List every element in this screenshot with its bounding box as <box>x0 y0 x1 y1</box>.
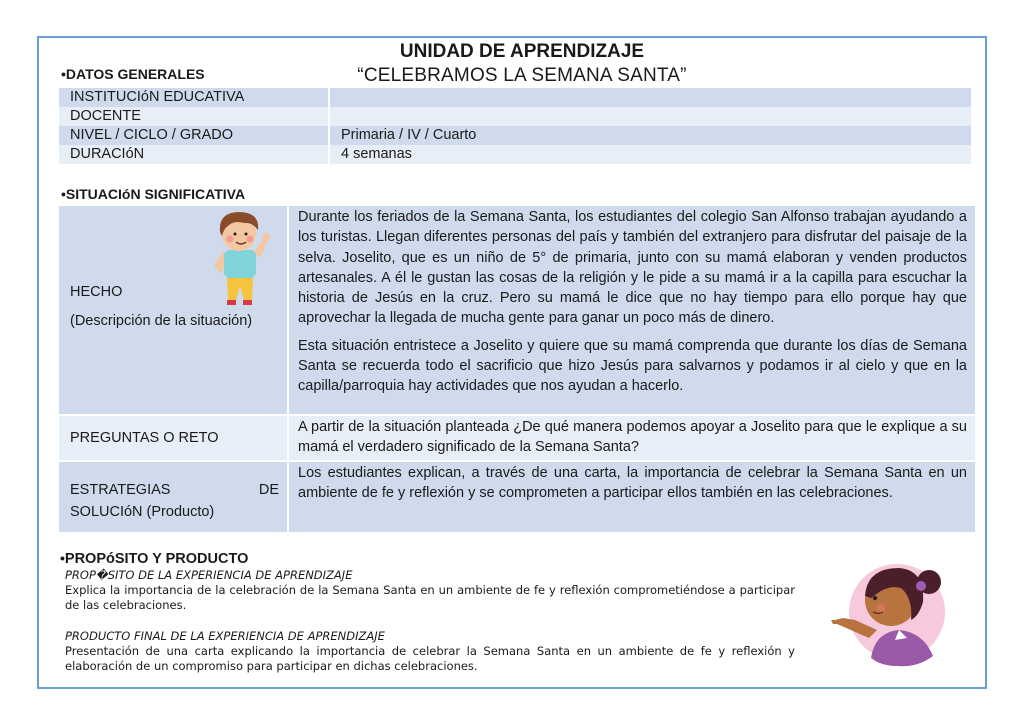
situacion-table <box>59 206 975 534</box>
row-label: NIVEL / CICLO / GRADO <box>59 126 328 145</box>
table-row <box>59 145 971 164</box>
hecho-paragraph-2: Esta situación entristece a Joselito y quiere que su mamá comprenda que durante los días de Semana Santa se recuerda todo el sacrificio que hizo Jesús para salvarnos y podamos ir al cielo y que en la capilla/parroquia hay actividades que nos ayudan a hacerlo. <box>298 337 967 395</box>
reto-label: PREGUNTAS O RETO <box>59 416 287 460</box>
page-frame <box>37 36 987 689</box>
unit-subtitle: “CELEBRAMOS LA SEMANA SANTA” <box>357 65 687 86</box>
reto-row <box>59 416 975 460</box>
hecho-row <box>59 206 975 414</box>
proposito-section <box>60 550 795 674</box>
datos-generales-heading-text: DATOS GENERALES <box>65 66 205 82</box>
girl-illustration-icon <box>825 546 955 676</box>
table-row <box>59 126 971 145</box>
table-row <box>59 107 971 126</box>
row-value <box>330 107 971 126</box>
proposito-heading <box>60 550 248 567</box>
situacion-heading <box>61 186 245 202</box>
boy-illustration-icon <box>204 208 274 318</box>
producto-subheading: PRODUCTO FINAL DE LA EXPERIENCIA DE APRENDIZAJE <box>65 629 385 643</box>
bullet-icon: • <box>61 186 66 202</box>
row-label: DOCENTE <box>59 107 328 126</box>
hecho-description <box>289 206 975 414</box>
hecho-paragraph-1: Durante los feriados de la Semana Santa, los estudiantes del colegio San Alfonso trabajan ayudando a los turistas. Llegan diferentes personas del país y también del extranjero para disfrutar del paisaje de la selva. Joselito, que es un niño de 5° de primaria, junto con su mamá elaboran y venden productos artesanales. A él le gustan las cosas de la religión y le pide a su mamá ir a la capilla para escuchar la historia de Jesús en la cruz. Pero su mamá le dice que no hay tiempo para ello porque hay que aprovechar la llegada de mucha gente para ganar un poco más de dinero. <box>298 209 967 327</box>
row-value <box>330 88 971 107</box>
hecho-sublabel: (Descripción de la situación) <box>70 313 253 329</box>
datos-generales-table <box>59 88 971 164</box>
unit-title: UNIDAD DE APRENDIZAJE <box>399 41 645 62</box>
datos-generales-heading <box>61 66 205 82</box>
table-row <box>59 88 971 107</box>
estrategias-row <box>59 462 975 532</box>
bullet-icon: • <box>61 66 66 82</box>
hecho-label: HECHO <box>70 284 123 300</box>
row-label: DURACIóN <box>59 145 328 164</box>
proposito-subheading: PROP�SITO DE LA EXPERIENCIA DE APRENDIZAJE <box>65 568 353 582</box>
producto-text: Presentación de una carta explicando la importancia de celebrar la Semana Santa en un ambiente de fe y reflexión y elaboración de un compromiso para participar en dichas celebraciones. <box>65 644 795 673</box>
row-value: 4 semanas <box>330 145 971 164</box>
estrategias-label-b: DE <box>258 482 279 498</box>
estrategias-label-c: SOLUCIóN (Producto) <box>70 504 215 520</box>
row-value: Primaria / IV / Cuarto <box>330 126 971 145</box>
hecho-label-cell <box>59 206 287 414</box>
row-label: INSTITUCIóN EDUCATIVA <box>59 88 328 107</box>
proposito-heading-text: PROPóSITO Y PRODUCTO <box>64 551 249 567</box>
proposito-text: Explica la importancia de la celebración de la Semana Santa en un ambiente de fe y reflexión comprometiéndose a participar de las celebraciones. <box>65 583 795 612</box>
bullet-icon: • <box>60 550 65 566</box>
estrategias-label-cell <box>59 462 287 532</box>
estrategias-text: Los estudiantes explican, a través de una carta, la importancia de celebrar la Semana Santa en un ambiente de fe y reflexión y se comprometen a participar ellos también en las celebraciones. <box>289 462 975 532</box>
estrategias-label-a: ESTRATEGIAS <box>70 482 171 498</box>
situacion-heading-text: SITUACIóN SIGNIFICATIVA <box>65 186 246 202</box>
reto-text: A partir de la situación planteada ¿De qué manera podemos apoyar a Joselito para que le explique a su mamá el verdadero significado de la Semana Santa? <box>289 416 975 460</box>
